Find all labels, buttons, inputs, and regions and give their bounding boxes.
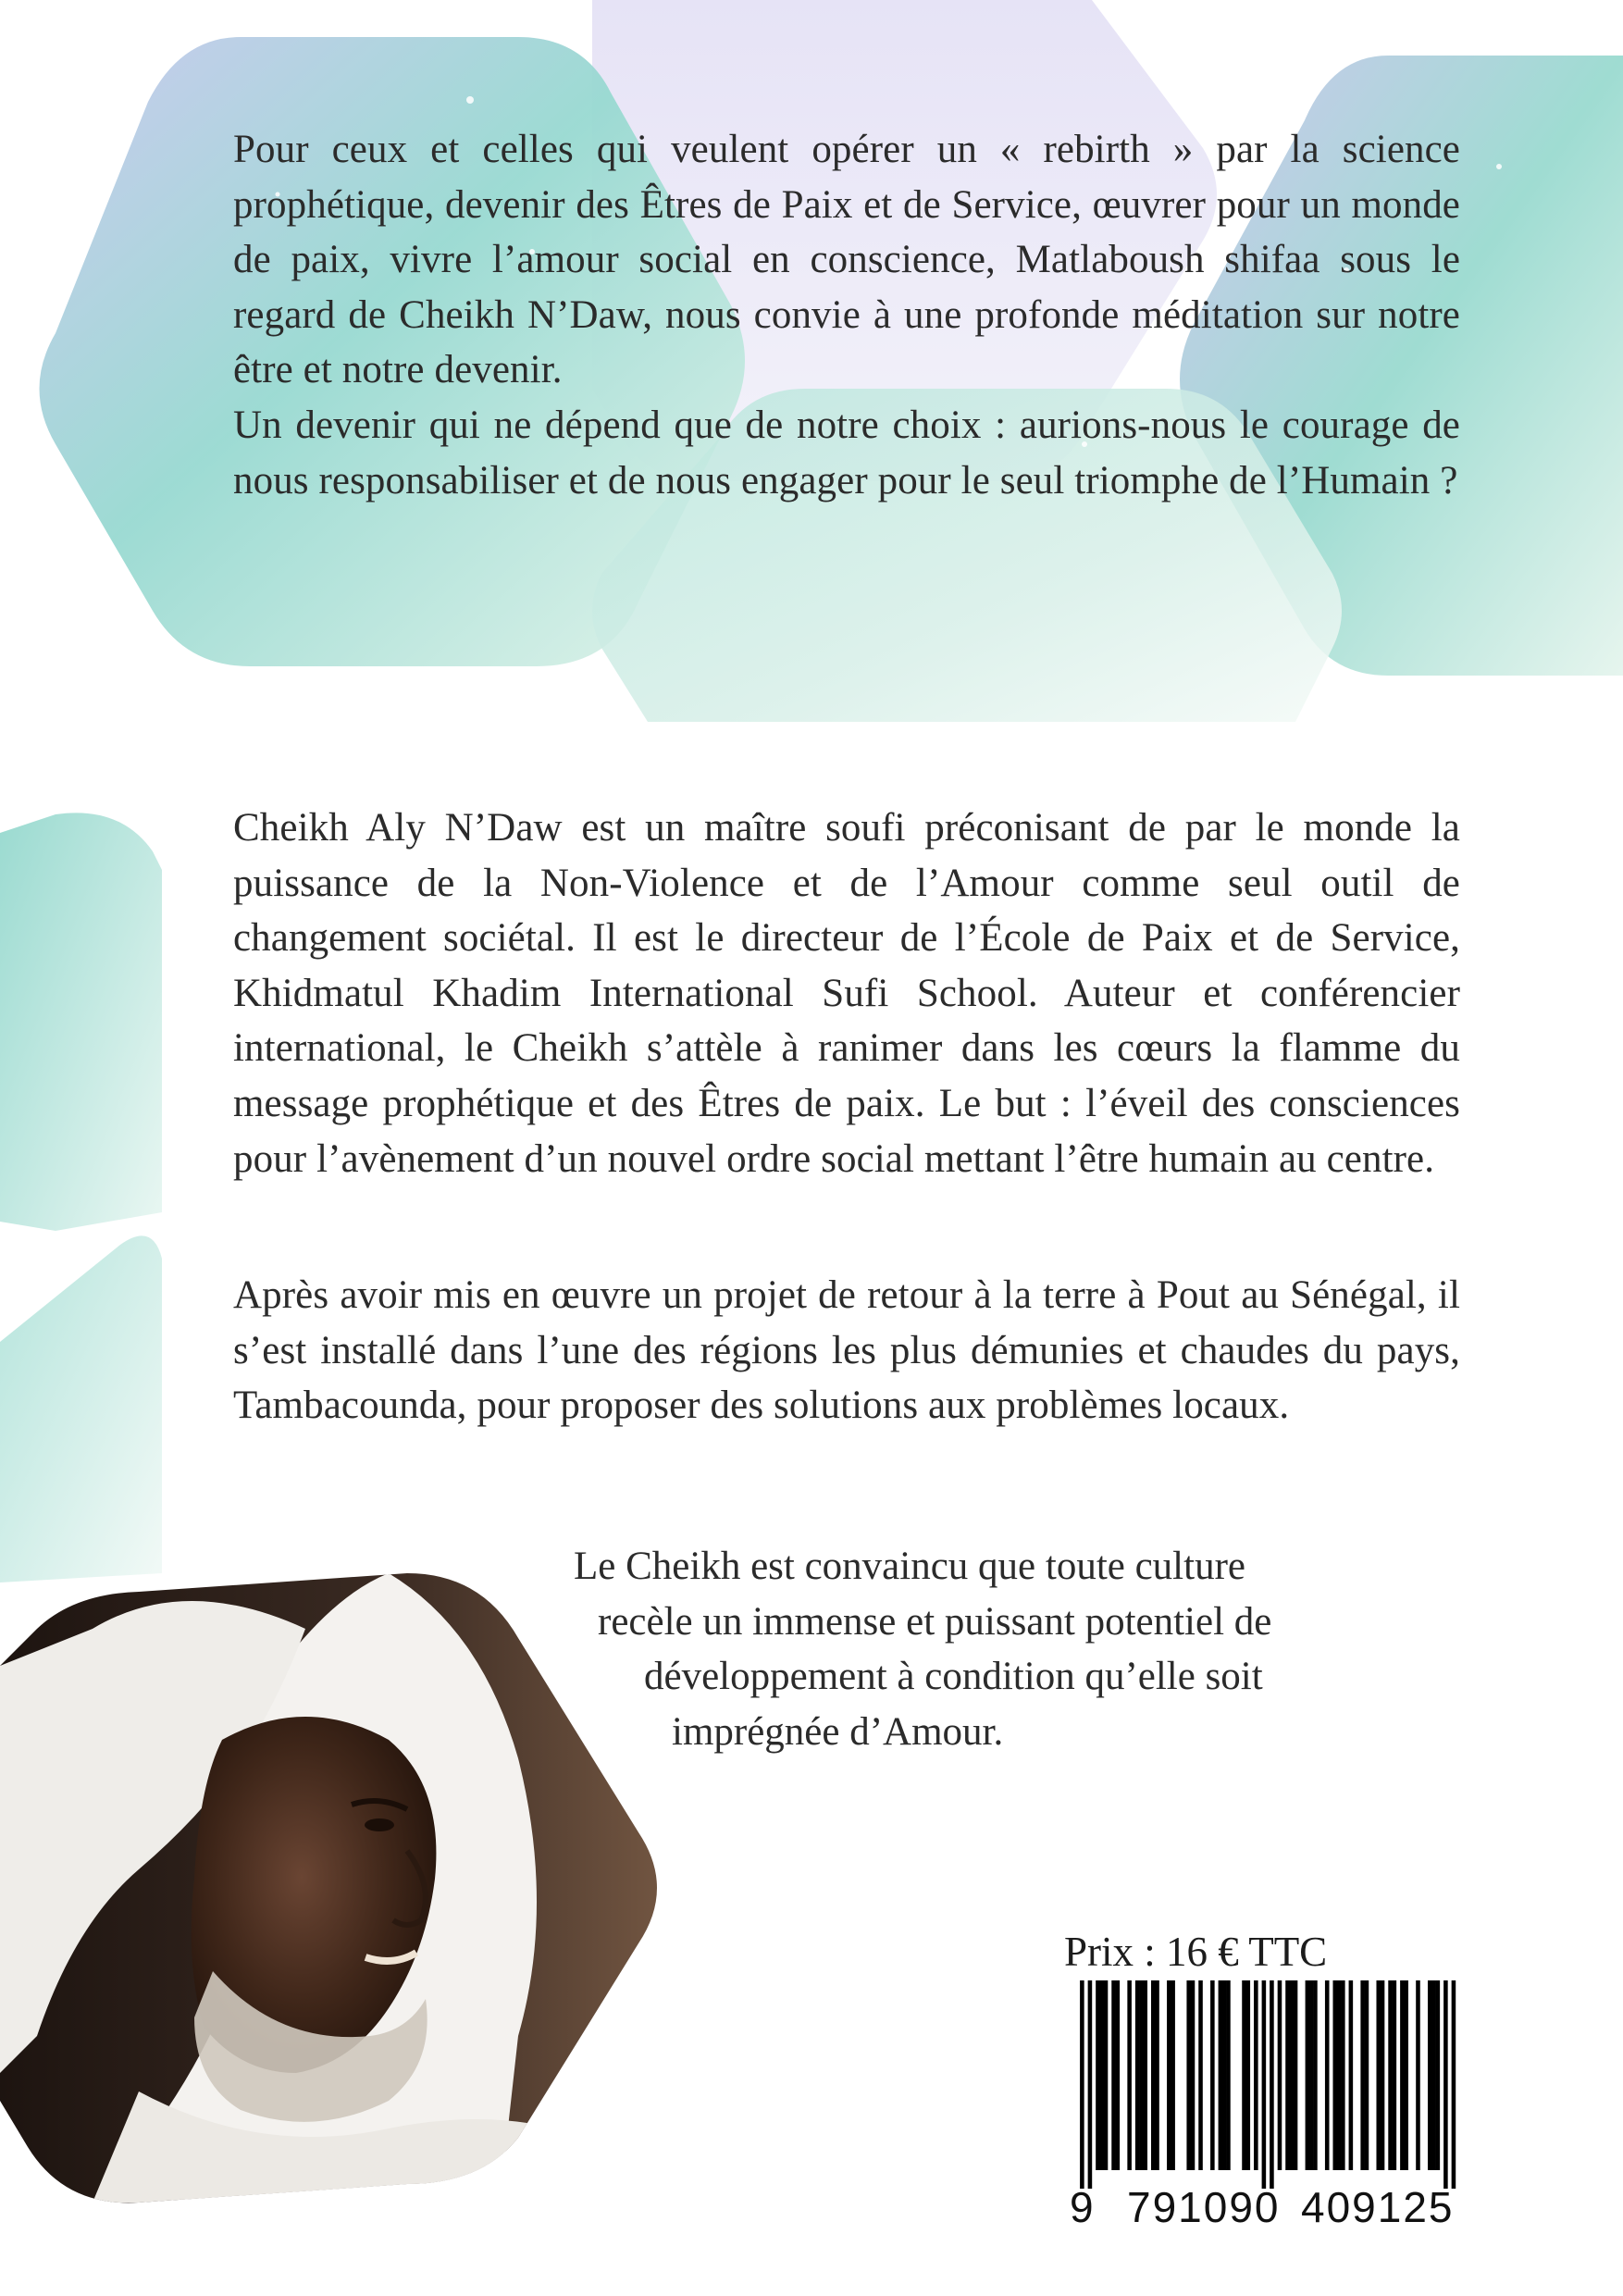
barcode-bar [1452,1980,1456,2189]
barcode-bar [1341,1980,1345,2170]
barcode-bar [1290,1980,1295,2170]
price-label: Prix : 16 € TTC [1064,1929,1328,1975]
intro-paragraph [233,122,1460,508]
barcode-bar [1143,1980,1147,2170]
barcode-bar [1096,1980,1100,2170]
barcode-bar [1135,1980,1140,2170]
barcode-bar [1443,1980,1448,2189]
closing-line-4: imprégnée d’Amour. [672,1709,1004,1754]
barcode-bar [1246,1980,1251,2170]
barcode-bar [1270,1980,1274,2189]
isbn-barcode [1064,1980,1471,2235]
barcode-bar [1155,1980,1159,2170]
barcode-bar [1400,1980,1405,2170]
isbn-digits [1064,2184,1471,2230]
barcode-bar [1167,1980,1171,2170]
barcode-bar [1262,1980,1267,2189]
barcode-bar [1332,1980,1337,2170]
barcode-bar [1428,1980,1432,2170]
barcode-bar [1116,1980,1121,2170]
closing-statement [527,1539,1481,1759]
barcode-bar [1313,1980,1318,2170]
barcode-bar [1088,1980,1093,2189]
barcode-bar [1139,1980,1144,2170]
barcode-bar [1111,1980,1116,2170]
author-activity-paragraph: Après avoir mis en œuvre un projet de retour à la terre à Pout au Sénégal, il s’est installé dans l’une des régions les plus démunies et chaudes du pays, Tambacounda, pour proposer des solutions aux problèmes locaux. [233,1273,1460,1428]
barcode-bar [1171,1980,1175,2170]
isbn-left-group: 791090 [1127,2183,1281,2231]
barcode-bar [1349,1980,1354,2170]
isbn-first-digit: 9 [1070,2183,1094,2231]
barcode-bar [1431,1980,1436,2170]
barcode-bar [1285,1980,1290,2170]
barcode-bar [1325,1980,1330,2170]
barcode-bar [1219,1980,1223,2170]
closing-line-1: Le Cheikh est convaincu que toute culture [574,1545,1245,1588]
closing-line-2: recèle un immense et puissant potentiel de [598,1599,1272,1644]
intro-question-text: Un devenir qui ne dépend que de notre choix : aurions-nous le courage de nous responsabiliser et de nous engager pour le seul triomphe de l’Humain ? [233,403,1460,503]
closing-line-3: développement à condition qu’elle soit [644,1655,1263,1699]
author-bio-paragraph: Cheikh Aly N’Daw est un maître soufi préconisant de par le monde la puissance de la Non-Violence et de l’Amour comme seul outil de changement sociétal. Il est le directeur de l’École de Paix et de Service, Khidmatul Khadim International Sufi School. Auteur et conférencier international, le Cheikh s’attèle à ranimer dans les cœurs la flamme du message prophétique et des Êtres de paix. Le but : l’éveil des consciences pour l’avènement d’un nouvel ordre social mettant l’être humain au centre. [233,806,1460,1181]
barcode-bar [1127,1980,1132,2170]
barcode-bar [1222,1980,1227,2170]
barcode-bar [1416,1980,1420,2170]
barcode-bar [1306,1980,1310,2170]
barcode-bars [1064,1980,1471,2189]
barcode-bar [1242,1980,1246,2170]
barcode-bar [1198,1980,1203,2170]
barcode-bar [1278,1980,1282,2170]
barcode-bar [1186,1980,1191,2170]
intro-text: Pour ceux et celles qui veulent opérer un « rebirth » par la science prophétique, devenir des Êtres de Paix et de Service, œuvrer pour un monde de paix, vivre l’amour social en conscience, Matlaboush shifaa sous le regard de Cheikh N’Daw, nous convie à une profonde méditation sur notre être et notre devenir. [233,128,1460,392]
barcode-bar [1360,1980,1365,2170]
barcode-bar [1080,1980,1084,2189]
barcode-bar [1210,1980,1215,2170]
barcode-bar [1151,1980,1156,2170]
barcode-bar [1436,1980,1441,2170]
barcode-bar [1388,1980,1393,2170]
barcode-bar [1404,1980,1408,2170]
barcode-bar [1254,1980,1258,2170]
barcode-bar [1376,1980,1381,2170]
barcode-bar [1309,1980,1314,2170]
barcode-bar [1365,1980,1369,2170]
barcode-bar [1104,1980,1109,2170]
barcode-bar [1226,1980,1231,2170]
isbn-right-group: 409125 [1301,2183,1455,2231]
barcode-bar [1337,1980,1342,2170]
barcode-bar [1393,1980,1397,2170]
barcode-bar [1191,1980,1196,2170]
barcode-bar [1381,1980,1385,2170]
barcode-bar [1099,1980,1104,2170]
barcode-bar [1294,1980,1298,2170]
